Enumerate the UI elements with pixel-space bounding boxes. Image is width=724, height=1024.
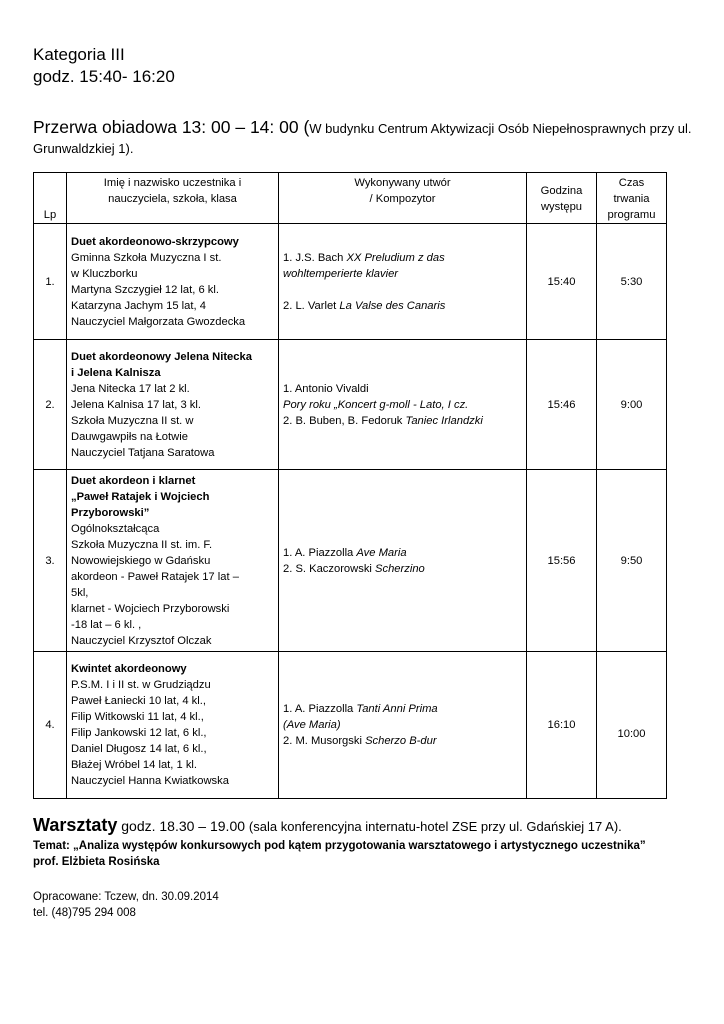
- work-composer: 1. Antonio Vivaldi: [283, 382, 369, 395]
- spacer: [283, 282, 522, 298]
- ensemble-name: Duet akordeonowo-skrzypcowy: [71, 235, 239, 248]
- work-composer: 1. A. Piazzolla: [283, 703, 357, 715]
- workshop-topic: [33, 838, 713, 854]
- header-duration-line1: Czas: [618, 177, 645, 189]
- work-item-2: [283, 413, 522, 429]
- header-work: [279, 173, 527, 224]
- work-composer: 2. B. Buben, B. Fedoruk: [283, 414, 406, 427]
- workshop-topic-label: Temat:: [33, 840, 70, 852]
- performance-hour: 15:56: [527, 470, 597, 652]
- work-title: Tanti Anni Prima: [356, 703, 438, 715]
- row-number: 1.: [34, 224, 67, 340]
- participant-line: klarnet - Wojciech Przyborowski: [71, 602, 230, 615]
- row-number: 4.: [34, 652, 67, 799]
- participant-line: Nauczyciel Krzysztof Olczak: [71, 634, 212, 647]
- header-hour-line1: Godzina: [540, 185, 583, 197]
- workshop-time: godz. 18.30 – 19.00: [117, 818, 249, 834]
- table-row: [34, 340, 667, 470]
- work-item-2: [283, 298, 522, 314]
- workshop-title: Warsztaty: [33, 815, 118, 835]
- phone-number: tel. (48)795 294 008: [33, 907, 136, 919]
- table-row: [34, 470, 667, 652]
- participant-line: Filip Witkowski 11 lat, 4 kl.,: [71, 711, 204, 723]
- work-title-text: Pory roku „Koncert g-moll - Lato, I cz.: [283, 398, 469, 411]
- header-work-line2: / Kompozytor: [369, 193, 436, 205]
- ensemble-name-cont: i Jelena Kalnisza: [71, 366, 161, 379]
- participant-line: w Kluczborku: [71, 267, 138, 280]
- work-item-1: [283, 701, 522, 717]
- work-title: Scherzino: [375, 562, 425, 575]
- header-lp: Lp: [34, 173, 67, 224]
- lunch-break-location: W budynku Centrum Aktywizacji Osób Niepełnosprawnych przy ul. Grunwaldzkiej 1).: [33, 121, 692, 156]
- row-number: 2.: [34, 340, 67, 470]
- workshop-place: (sala konferencyjna internatu-hotel ZSE przy ul. Gdańskiej 17 A).: [248, 819, 622, 834]
- work-composer: 2. L. Varlet: [283, 299, 340, 312]
- program-duration: 5:30: [597, 224, 667, 340]
- work-composer: 1. J.S. Bach: [283, 251, 347, 264]
- participant-line: akordeon - Paweł Ratajek 17 lat –: [71, 570, 239, 583]
- work-title: XX Preludium z das wohltemperierte klavier: [283, 251, 445, 280]
- participant-cell: [67, 340, 279, 470]
- work-cell: [279, 340, 527, 470]
- ensemble-name: Duet akordeonowy Jelena Nitecka: [71, 350, 252, 363]
- workshop-lecturer: prof. Elżbieta Rosińska: [33, 856, 160, 868]
- program-duration: 9:50: [597, 470, 667, 652]
- work-cell: [279, 470, 527, 652]
- work-item-2: [283, 561, 522, 577]
- program-duration: 10:00: [597, 652, 667, 799]
- lunch-break-time: Przerwa obiadowa 13: 00 – 14: 00 (: [33, 117, 310, 137]
- work-item-1: [283, 250, 522, 282]
- program-duration: 9:00: [597, 340, 667, 470]
- participant-line: Katarzyna Jachym 15 lat, 4: [71, 299, 206, 312]
- participant-line: 5kl,: [71, 586, 89, 599]
- ensemble-name: Kwintet akordeonowy: [71, 663, 187, 675]
- participant-cell: [67, 652, 279, 799]
- work-composer: 2. M. Musorgski: [283, 735, 366, 747]
- header-hour: [527, 173, 597, 224]
- lunch-break-note: [33, 117, 698, 159]
- work-item-1: [283, 545, 522, 561]
- work-composer: 2. S. Kaczorowski: [283, 562, 376, 575]
- row-number: 3.: [34, 470, 67, 652]
- participant-line: Ogólnokształcąca: [71, 522, 160, 535]
- category-heading: [33, 44, 175, 88]
- participant-cell: [67, 470, 279, 652]
- header-hour-line2: występu: [540, 201, 583, 213]
- participant-cell: [67, 224, 279, 340]
- header-duration-line2: trwania: [613, 193, 650, 205]
- participant-line: Jena Nitecka 17 lat 2 kl.: [71, 382, 190, 395]
- ensemble-name-cont: Przyborowski”: [71, 506, 150, 519]
- work-cell: [279, 652, 527, 799]
- work-title-cont: [283, 717, 522, 733]
- header-duration-line3: programu: [607, 209, 656, 221]
- work-item-2: [283, 733, 522, 749]
- header-duration: [597, 173, 667, 224]
- participant-line: P.S.M. I i II st. w Grudziądzu: [71, 679, 211, 691]
- participant-line: Martyna Szczygieł 12 lat, 6 kl.: [71, 283, 219, 296]
- workshop-section: [33, 814, 713, 870]
- participant-line: Nauczyciel Tatjana Saratowa: [71, 446, 215, 459]
- participant-line: Paweł Łaniecki 10 lat, 4 kl.,: [71, 695, 206, 707]
- participant-line: Nauczyciel Hanna Kwiatkowska: [71, 775, 229, 787]
- work-title: Ave Maria: [356, 546, 407, 559]
- workshop-topic-text: „Analiza występów konkursowych pod kątem przygotowania warsztatowego i artystycznego uczestnika”: [69, 840, 646, 852]
- work-title: Scherzo B-dur: [365, 735, 437, 747]
- work-title: La Valse des Canaris: [339, 299, 446, 312]
- prepared-note: Opracowane: Tczew, dn. 30.09.2014: [33, 891, 219, 903]
- participant-line: Błażej Wróbel 14 lat, 1 kl.: [71, 759, 198, 771]
- participant-line: Daniel Długosz 14 lat, 6 kl.,: [71, 743, 207, 755]
- workshop-line: [33, 814, 713, 838]
- work-title: [283, 397, 522, 413]
- category-time: godz. 15:40- 16:20: [33, 67, 175, 86]
- header-participant-line1: Imię i nazwisko uczestnika i: [103, 177, 242, 189]
- performance-hour: 15:46: [527, 340, 597, 470]
- participant-line: Szkoła Muzyczna II st. im. F.: [71, 538, 213, 551]
- work-composer: 1. A. Piazzolla: [283, 546, 357, 559]
- ensemble-name-cont: „Paweł Ratajek i Wojciech: [71, 490, 210, 503]
- header-work-line1: Wykonywany utwór: [354, 177, 451, 189]
- work-title: Taniec Irlandzki: [405, 414, 483, 427]
- participant-line: Dauwgawpiłs na Łotwie: [71, 430, 188, 443]
- program-table: [33, 172, 667, 799]
- participant-line: -18 lat – 6 kl. ,: [71, 618, 142, 631]
- participant-line: Filip Jankowski 12 lat, 6 kl.,: [71, 727, 207, 739]
- table-row: [34, 224, 667, 340]
- table-row: [34, 652, 667, 799]
- participant-line: Jelena Kalnisa 17 lat, 3 kl.: [71, 398, 201, 411]
- participant-line: Nauczyciel Małgorzata Gwozdecka: [71, 315, 246, 328]
- performance-hour: 15:40: [527, 224, 597, 340]
- participant-line: Gminna Szkoła Muzyczna I st.: [71, 251, 222, 264]
- header-participant-line2: nauczyciela, szkoła, klasa: [108, 193, 237, 205]
- document-footer: [33, 889, 219, 921]
- participant-line: Nowowiejskiego w Gdańsku: [71, 554, 211, 567]
- performance-hour: 16:10: [527, 652, 597, 799]
- participant-line: Szkoła Muzyczna II st. w: [71, 414, 194, 427]
- work-cell: [279, 224, 527, 340]
- work-title-cont-text: (Ave Maria): [283, 719, 341, 731]
- ensemble-name: Duet akordeon i klarnet: [71, 474, 196, 487]
- table-header-row: [34, 173, 667, 224]
- header-participant: [67, 173, 279, 224]
- category-name: Kategoria III: [33, 45, 125, 64]
